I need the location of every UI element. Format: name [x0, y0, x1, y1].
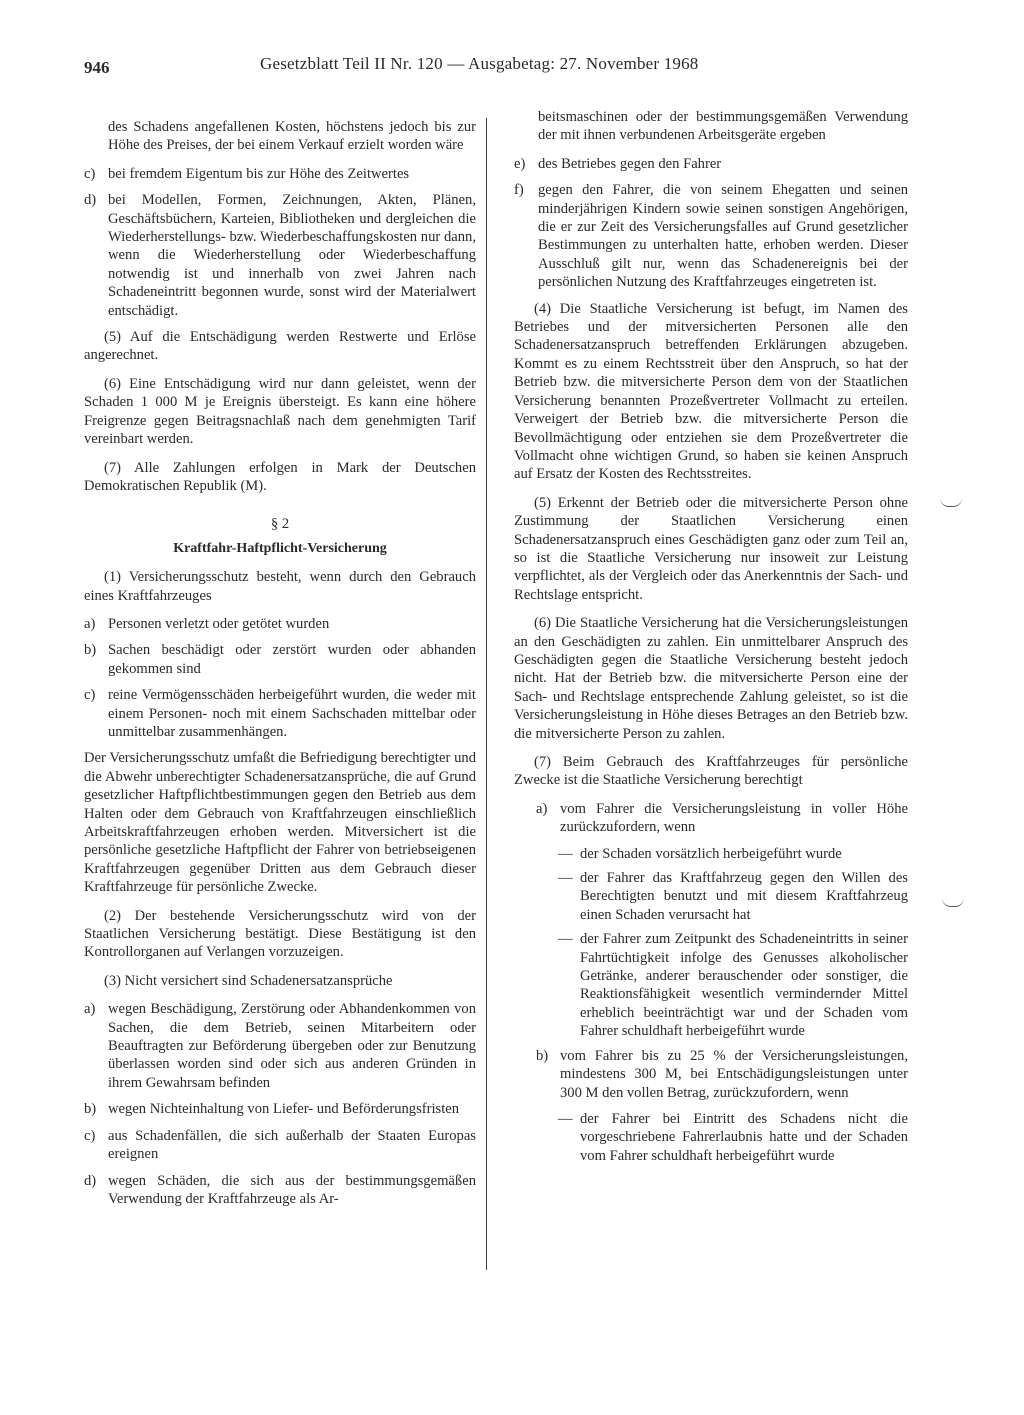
list-item-b: [84, 1100, 476, 1118]
list-text: gegen den Fahrer, die von seinem Ehegatten und seinen minderjährigen Kindern sowie seinen sonstigen Angehörigen, die er zur Zeit des Versicherungsfalles auf Grund gesetzlicher Bestimmungen zu unterhalten hatte, erhoben werden. Dieser Ausschluß gilt nur, wenn das Schadenereignis bei der persönlichen Nutzung des Kraftfahrzeuges eingetreten ist.: [538, 182, 908, 291]
dash-marker: —: [558, 870, 573, 887]
dash-item: [514, 930, 908, 1040]
dash-text: der Fahrer das Kraftfahrzeug gegen den Willen des Berechtigten benutzt und mit diesem Kraftfahrzeug einen Schaden verursacht hat: [580, 870, 908, 923]
dash-marker: —: [558, 845, 573, 862]
subsection-3: (3) Nicht versichert sind Schadenersatzansprüche: [104, 972, 393, 989]
list-marker: c): [84, 1127, 96, 1144]
dash-marker: —: [558, 931, 573, 948]
list-item-e: [514, 155, 908, 173]
list-marker: d): [84, 1172, 97, 1189]
list-marker: b): [536, 1047, 549, 1064]
list-item-a: [514, 800, 908, 837]
list-item-f: [514, 181, 908, 291]
list-text: wegen Beschädigung, Zerstörung oder Abhandenkommen von Sachen, die dem Betrieb, seinen Mitarbeitern oder Beauftragten zur Beförderung übergeben oder zur Benutzung überlassen worden sind oder sich aus anderen Gründen in ihrem Gewahrsam befinden: [108, 1001, 476, 1091]
list-text: reine Vermögensschäden herbeigeführt wurden, die weder mit einem Personen- noch mit einem Sachschaden mittelbar oder unmittelbar zusammenhängen.: [108, 687, 476, 740]
continued-text: des Schadens angefallenen Kosten, höchstens jedoch bis zur Höhe des Preises, der bei einem Verkauf erzielt worden wäre: [108, 119, 476, 154]
list-item-c: [84, 165, 476, 183]
list-item-d: [84, 1172, 476, 1209]
list-item-c: [84, 1127, 476, 1164]
list-marker: a): [536, 800, 548, 817]
list-marker: b): [84, 1101, 97, 1118]
list-text: aus Schadenfällen, die sich außerhalb der Staaten Europas ereignen: [108, 1127, 476, 1163]
list-text: Sachen beschädigt oder zerstört wurden oder abhanden gekommen sind: [108, 642, 476, 677]
list-marker: a): [84, 615, 96, 632]
paragraph-7: (7) Alle Zahlungen erfolgen in Mark der Deutschen Demokratischen Republik (M).: [84, 459, 476, 494]
list-text: des Betriebes gegen den Fahrer: [538, 155, 722, 172]
paragraph-6: (6) Eine Entschädigung wird nur dann geleistet, wenn der Schaden 1 000 M je Ereignis übersteigt. Es kann eine höhere Freigrenze gegen Beitragsnachlaß nach dem genehmigten Tarif vereinbart werden.: [84, 375, 476, 448]
dash-text: der Fahrer bei Eintritt des Schadens nicht die vorgeschriebene Fahrerlaubnis hatte und der Schaden vom Fahrer schuldhaft herbeigeführt wurde: [580, 1110, 908, 1164]
list-item-c: [84, 686, 476, 741]
list-marker: c): [84, 165, 96, 182]
page-number: 946: [84, 58, 110, 77]
list-marker: b): [84, 642, 97, 659]
paragraph-7: (7) Beim Gebrauch des Kraftfahrzeuges für persönliche Zwecke ist die Staatliche Versicherung berechtigt: [514, 754, 908, 789]
dash-text: der Fahrer zum Zeitpunkt des Schadeneintritts in seiner Fahrtüchtigkeit infolge des Genusses alkoholischer Getränke, anderer berauschender oder sonstiger, die Reaktionsfähigkeit wesentlich vermindernder Mittel erheblich beeinträchtigt war und der Schaden vom Fahrer schuldhaft herbeigeführt wurde: [580, 931, 908, 1040]
right-column: [514, 108, 908, 1171]
list-marker: e): [514, 155, 526, 172]
list-item-b: [514, 1047, 908, 1102]
dash-item: [514, 1110, 908, 1165]
continued-text: beitsmaschinen oder der bestimmungsgemäßen Verwendung der mit ihnen verbundenen Arbeitsgeräte ergeben: [538, 109, 908, 144]
margin-mark: [942, 898, 964, 907]
list-text: wegen Nichteinhaltung von Liefer- und Beförderungsfristen: [108, 1101, 460, 1118]
paragraph-5: (5) Auf die Entschädigung werden Restwerte und Erlöse angerechnet.: [84, 329, 476, 364]
section-heading: Kraftfahr-Haftpflicht-Versicherung: [173, 540, 387, 556]
dash-text: der Schaden vorsätzlich herbeigeführt wurde: [580, 845, 842, 862]
list-marker: d): [84, 192, 97, 209]
list-item-a: [84, 615, 476, 633]
margin-mark: [940, 498, 962, 507]
dash-item: [514, 845, 908, 863]
column-divider: [486, 118, 487, 1270]
subsection-1: (1) Versicherungsschutz besteht, wenn durch den Gebrauch eines Kraftfahrzeuges: [84, 569, 476, 604]
paragraph-6: (6) Die Staatliche Versicherung hat die Versicherungsleistungen an den Geschädigten zu zahlen. Ein unmittelbarer Anspruch des Geschädigten gegen die Staatliche Versicherung besteht jedoch nicht. Hat der Betrieb bzw. die mitversicherte Person eine der Sach- und Rechtslage entsprechende Zahlung geleistet, so ist die Versicherungsleistung in Höhe dieses Betrages an den Betrieb bzw. die mitversicherte Person zu zahlen.: [514, 615, 908, 742]
list-text: Personen verletzt oder getötet wurden: [108, 615, 330, 632]
list-text: vom Fahrer die Versicherungsleistung in voller Höhe zurückzufordern, wenn: [560, 800, 908, 836]
scope-paragraph: Der Versicherungsschutz umfaßt die Befriedigung berechtigter und die Abwehr unberechtigter Schadenersatzansprüche, die auf Grund gesetzlicher Haftpflichtbestimmungen gegen den Betrieb aus dem Halten oder dem Gebrauch von Kraftfahrzeugen einschließlich Arbeitskraftfahrzeugen erhoben werden. Mitversichert ist die persönliche gesetzliche Haftpflicht der Fahrer von betriebseigenen Kraftfahrzeugen gegenüber Dritten aus dem Gebrauch dieser Kraftfahrzeuge für persönliche Zwecke.: [84, 750, 476, 896]
list-text: bei fremdem Eigentum bis zur Höhe des Zeitwertes: [108, 165, 410, 182]
section-number: § 2: [270, 516, 290, 533]
paragraph-4: (4) Die Staatliche Versicherung ist befugt, im Namen des Betriebes und der mitversicherten Personen alle den Schadenersatzanspruch betreffenden Erklärungen abzugeben. Kommt es zu einem Rechtsstreit über den Anspruch, so hat der Betrieb bzw. die mitversicherte Person dem von der Staatlichen Versicherung benannten Prozeßvertreter Vollmacht zu erteilen. Verweigert der Betrieb bzw. die mitversicherte Person die Bevollmächtigung oder entziehen sie dem Prozeßvertreter die Vollmacht ohne wichtigen Grund, so haben sie keinen Anspruch auf Ersatz der Kosten des Rechtsstreites.: [514, 300, 908, 483]
left-column: [84, 118, 476, 1216]
dash-marker: —: [558, 1110, 573, 1127]
list-text: wegen Schäden, die sich aus der bestimmungsgemäßen Verwendung der Kraftfahrzeuge als Ar-: [108, 1172, 476, 1207]
list-text: vom Fahrer bis zu 25 % der Versicherungsleistungen, mindestens 300 M, bei Entschädigungsleistungen unter 300 M den vollen Betrag, zurückzufordern, wenn: [560, 1047, 908, 1101]
list-marker: f): [514, 182, 524, 199]
list-item-d: [84, 191, 476, 320]
paragraph-5: (5) Erkennt der Betrieb oder die mitversicherte Person ohne Zustimmung der Staatlichen Versicherung einen Schadenersatzanspruch eines Geschädigten ganz oder zum Teil an, so ist die Staatliche Versicherung nur insoweit zur Leistung verpflichtet, als der Vergleich oder das Anerkenntnis der Sach- und Rechtslage entspricht.: [514, 494, 908, 603]
dash-item: [514, 869, 908, 924]
list-item-a: [84, 1000, 476, 1092]
header-title: Gesetzblatt Teil II Nr. 120 — Ausgabetag: 27. November 1968: [260, 54, 699, 73]
list-marker: c): [84, 687, 96, 704]
page-header: [84, 50, 924, 80]
list-marker: a): [84, 1001, 96, 1018]
list-item-b: [84, 641, 476, 678]
list-text: bei Modellen, Formen, Zeichnungen, Akten, Plänen, Geschäftsbüchern, Karteien, Bibliotheken und dergleichen die Wiederherstellungs- bzw. Wiederbeschaffungskosten nur dann, wenn die Wiederherstellung oder Wiederbeschaffung notwendig ist und innerhalb von zwei Jahren nach Schadeneintritt begonnen wurde, sonst wird der Materialwert entschädigt.: [108, 192, 476, 319]
subsection-2: (2) Der bestehende Versicherungsschutz wird von der Staatlichen Versicherung bestätigt. Diese Bestätigung ist den Kontrollorganen auf Verlangen vorzuzeigen.: [84, 907, 476, 961]
